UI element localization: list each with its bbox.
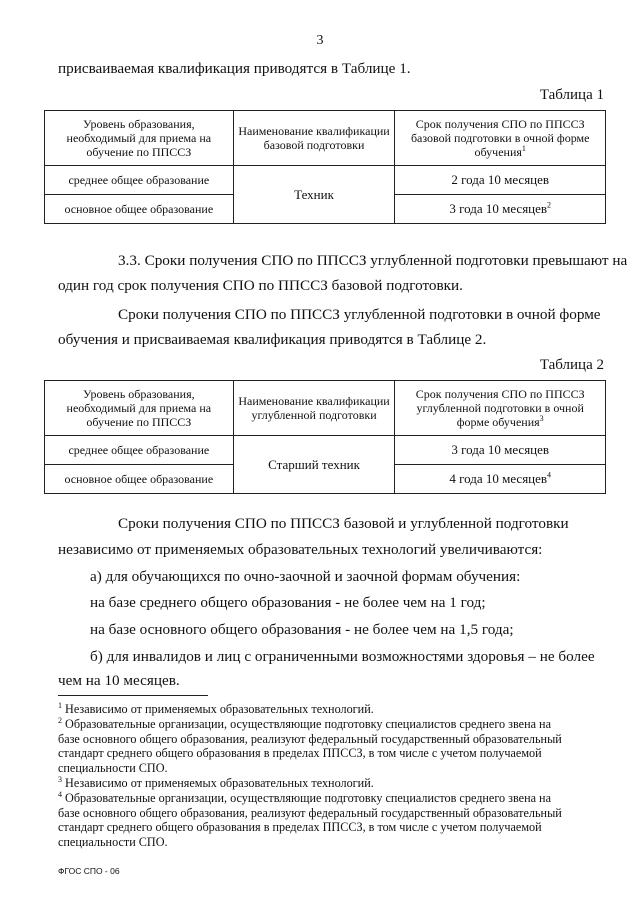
- table2-qualification: Старший техник: [233, 436, 395, 494]
- table2-header-qualification: Наименование квалификации углубленной подготовки: [233, 381, 395, 436]
- table1-header-term: Срок получения СПО по ППССЗ базовой подготовки в очной форме обучения$^1$: [395, 111, 606, 166]
- advanced-terms-line1: Сроки получения СПО по ППССЗ углубленной подготовки в очной форме: [118, 306, 601, 323]
- footnote-2: $^2$ Образовательные организации, осуществляющие подготовку специалистов среднего звена на базе основного общего образования, реализуют федеральный государственный образовательный стандарт среднего общего образования в пределах ППССЗ, в том числе с учетом получаемой специальности СПО.: [58, 715, 562, 775]
- page-number: 3: [316, 33, 324, 48]
- advanced-terms-line2: обучения и присваиваемая квалификация приводятся в Таблице 2.: [58, 331, 487, 348]
- item-a-secondary: на базе среднего общего образования - не более чем на 1 год;: [90, 594, 486, 611]
- item-a-basic: на базе основного общего образования - не более чем на 1,5 года;: [90, 621, 514, 638]
- table2-caption: Таблица 2: [539, 357, 604, 373]
- table1-caption: Таблица 1: [539, 87, 604, 103]
- footnote-1: $^1$ Независимо от применяемых образовательных технологий.: [58, 700, 374, 716]
- table1-row2-term: 3 года 10 месяцев$^2$: [395, 195, 606, 224]
- increase-terms-line2: независимо от применяемых образовательных технологий увеличиваются:: [58, 541, 543, 558]
- table1-header-level: Уровень образования, необходимый для приема на обучение по ППССЗ: [45, 111, 234, 166]
- footnote-separator: [58, 695, 208, 696]
- footnote-4: $^4$ Образовательные организации, осуществляющие подготовку специалистов среднего звена на базе основного общего образования, реализуют федеральный государственный образовательный стандарт среднего общего образования в пределах ППССЗ, в том числе с учетом получаемой специальности СПО.: [58, 789, 562, 849]
- table1-row1-term: 2 года 10 месяцев: [395, 166, 606, 195]
- footer-code: ФГОС СПО - 06: [58, 866, 120, 876]
- table2-header-level: Уровень образования, необходимый для приема на обучение по ППССЗ: [45, 381, 234, 436]
- table2-row2-level: основное общее образование: [45, 465, 234, 494]
- table1-row2-level: основное общее образование: [45, 195, 234, 224]
- item-b-line1: б) для инвалидов и лиц с ограниченными возможностями здоровья – не более: [90, 648, 595, 665]
- table2-row1-term: 3 года 10 месяцев: [395, 436, 606, 465]
- table2-row2-term: 4 года 10 месяцев$^4$: [395, 465, 606, 494]
- table1-qualification: Техник: [233, 166, 395, 224]
- table1-header-qualification: Наименование квалификации базовой подготовки: [233, 111, 395, 166]
- footnote-3: $^3$ Независимо от применяемых образовательных технологий.: [58, 774, 374, 790]
- increase-terms-line1: Сроки получения СПО по ППССЗ базовой и углубленной подготовки: [118, 515, 569, 532]
- table1: [44, 110, 606, 224]
- section-3-3-line1: 3.3. Сроки получения СПО по ППССЗ углубленной подготовки превышают на: [118, 252, 628, 269]
- table1-row1-level: среднее общее образование: [45, 166, 234, 195]
- table2: [44, 380, 606, 494]
- table2-row1-level: среднее общее образование: [45, 436, 234, 465]
- table2-header-term: Срок получения СПО по ППССЗ углубленной подготовки в очной форме обучения$^3$: [395, 381, 606, 436]
- item-a: а) для обучающихся по очно-заочной и заочной формам обучения:: [90, 568, 521, 585]
- item-b-line2: чем на 10 месяцев.: [58, 672, 180, 689]
- section-3-3-line2: один год срок получения СПО по ППССЗ базовой подготовки.: [58, 277, 463, 294]
- intro-line: присваиваемая квалификация приводятся в Таблице 1.: [58, 60, 411, 77]
